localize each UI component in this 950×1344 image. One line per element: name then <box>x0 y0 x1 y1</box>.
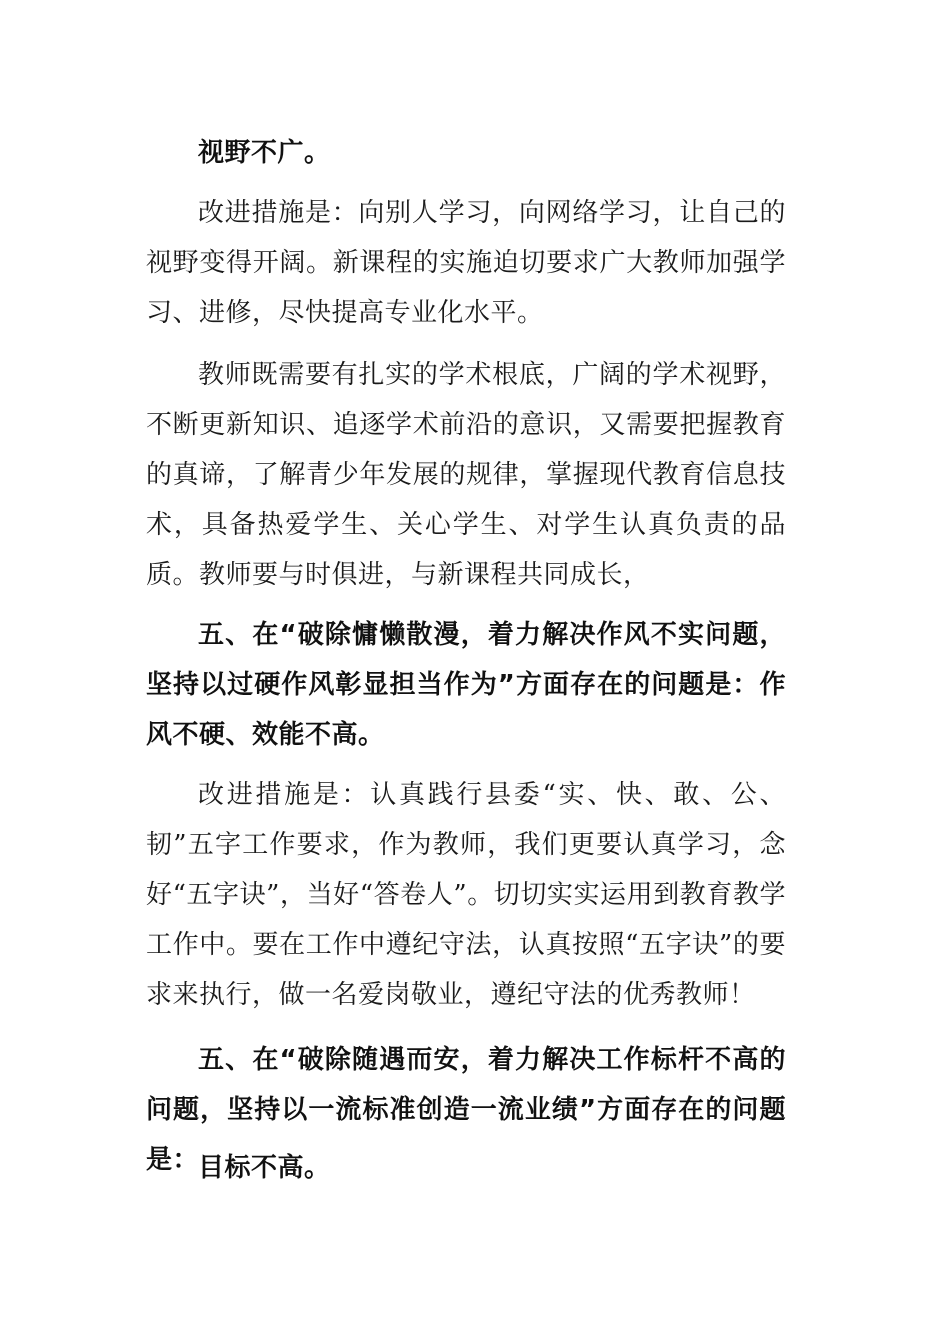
paragraph-section-five-style: 五、在“破除慵懒散漫，着力解决作风不实问题，坚持以过硬作风彰显担当作为”方面存在的问题是：作风不硬、效能不高。 <box>146 620 786 750</box>
paragraph-teacher-requirements: 教师既需要有扎实的学术根底，广阔的学术视野，不断更新知识、追逐学术前沿的意识，又需要把握教育的真谛，了解青少年发展的规律，掌握现代教育信息技术，具备热爱学生、关心学生、对学生认真负责的品质。教师要与时俱进，与新课程共同成长， <box>146 360 786 590</box>
paragraph-heading-continuation: 视野不广。 <box>198 138 331 168</box>
paragraph-improvement-measures-1: 改进措施是：向别人学习，向网络学习，让自己的视野变得开阔。新课程的实施迫切要求广大教师加强学习、进修，尽快提高专业化水平。 <box>146 198 786 328</box>
paragraph-section-five-standards: 五、在“破除随遇而安，着力解决工作标杆不高的问题，坚持以一流标准创造一流业绩”方面存在的问题是： <box>146 1045 786 1175</box>
paragraph-improvement-measures-2: 改进措施是：认真践行县委“实、快、敢、公、韧”五字工作要求，作为教师，我们更要认真学习，念好“五字诀”，当好“答卷人”。切切实实运用到教育教学工作中。要在工作中遵纪守法，认真按照“五字诀”的要求来执行，做一名爱岗敬业，遵纪守法的优秀教师！ <box>146 780 786 1010</box>
paragraph-goal-not-high: 目标不高。 <box>198 1153 331 1183</box>
